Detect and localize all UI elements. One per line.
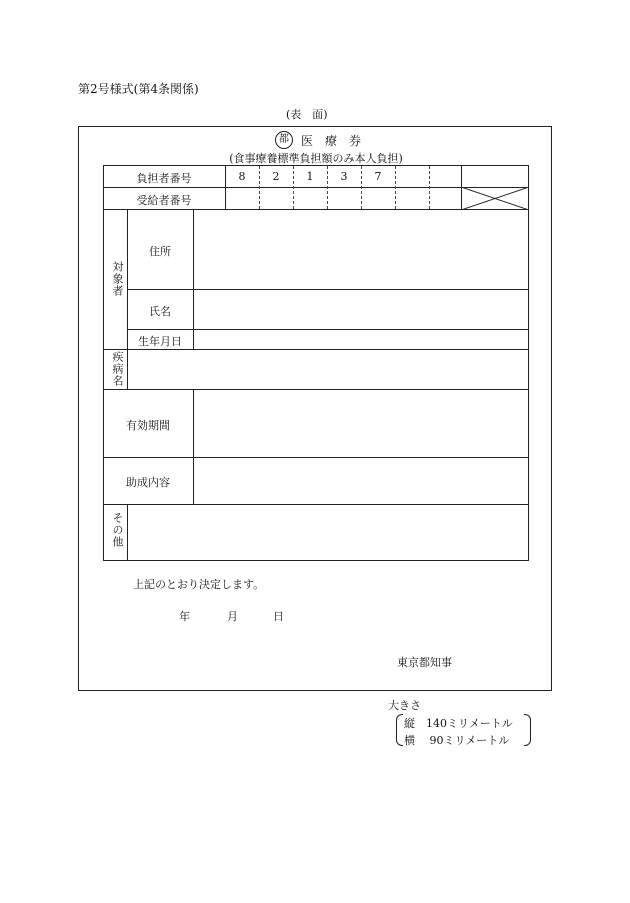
valid-period-label-cell [103,417,193,433]
date-year: 年 [179,610,190,623]
valid-period-label: 有効期間 [126,419,170,432]
table-top-border [103,165,529,166]
payer-number-label-cell [103,170,225,186]
birthdate-label: 生年月日 [138,335,182,348]
recipient-number-label: 受給者番号 [136,194,192,207]
label-col-divider [193,209,194,349]
subject-label: 対象者 [111,261,124,297]
other-label: その他 [111,512,124,548]
birthdate-label-cell [127,333,193,349]
date-day: 日 [273,610,284,623]
side-label: (表 面) [286,108,328,121]
payer-number-label: 負担者番号 [136,172,192,185]
payer-digit: 1 [306,170,314,183]
address-label-cell [127,243,193,259]
subsidy-label-cell [103,474,193,490]
address-label: 住所 [149,245,171,258]
subsidy-label: 助成内容 [126,476,170,489]
table-bottom-border [103,560,529,561]
row-divider [103,389,529,390]
row-divider [127,289,529,290]
card-subtitle [79,150,553,166]
row-divider [103,457,529,458]
col-divider [127,504,128,560]
size-note-title: 大きさ [388,699,421,712]
payer-digit: 3 [340,170,348,183]
payer-digit: 2 [272,170,280,183]
row-divider [103,504,529,505]
seal-char: 都 [279,134,289,145]
left-brace [396,714,403,746]
issuer: 東京都知事 [397,656,452,669]
table-right-border [528,165,529,561]
payer-digit: 8 [238,170,246,183]
medical-ticket-card [78,126,552,691]
card-title: 医 療 券 [301,134,362,148]
form-number: 第2号様式(第4条関係) [78,82,199,96]
digit-divider [429,166,430,209]
col-divider [127,349,128,389]
table-left-border [103,165,104,561]
disease-label: 疾病名 [111,351,124,387]
col-divider [193,389,194,504]
subject-col-divider [127,209,128,349]
crossed-out-cell [461,187,529,210]
size-horizontal: 横 90ミリメートル [404,734,510,747]
seal-mark [275,131,293,149]
date-month: 月 [227,610,238,623]
digit-divider [395,166,396,209]
right-brace [524,714,531,746]
decision-text: 上記のとおり決定します。 [133,578,265,591]
name-label: 氏名 [149,305,171,318]
recipient-number-label-cell [103,192,225,208]
payer-digit: 7 [374,170,382,183]
row-divider [127,329,529,330]
name-label-cell [127,303,193,319]
row-divider [103,349,529,350]
size-vertical: 縦 140ミリメートル [404,717,513,730]
card-subtitle-text: (食事療養標準負担額のみ本人負担) [229,152,403,165]
